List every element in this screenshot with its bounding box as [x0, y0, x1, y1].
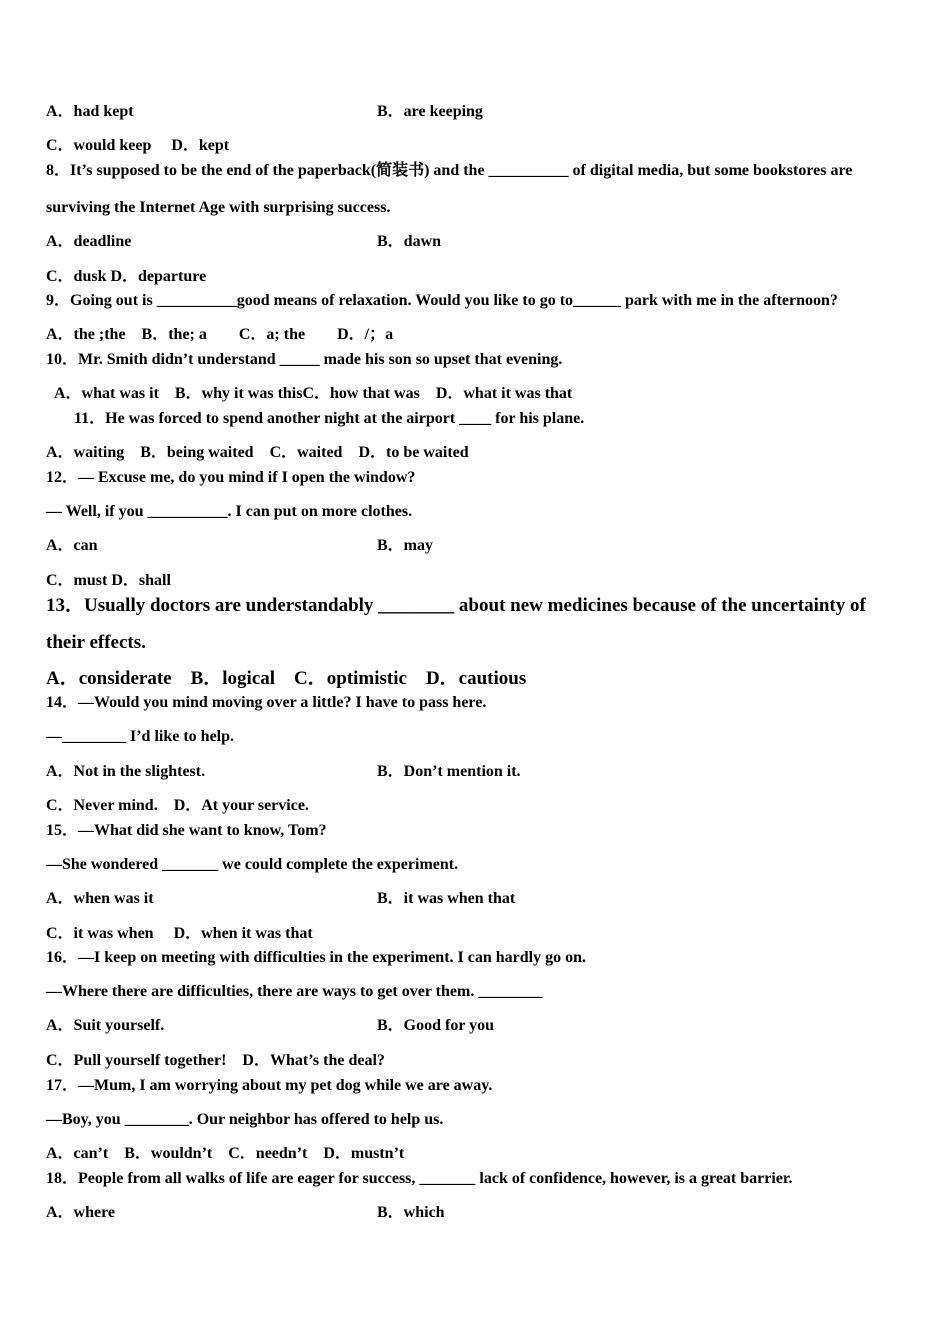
- text-line: C．dusk D．departure: [46, 268, 207, 285]
- text-line: 16．—I keep on meeting with difficulties in the experiment. I can hardly go on.: [46, 949, 586, 966]
- option-column-2: B．dawn: [377, 233, 442, 250]
- text-line: A．when was it: [46, 890, 154, 907]
- text-line: 14．—Would you mind moving over a little? I have to pass here.: [46, 694, 487, 711]
- text-line: 17．—Mum, I am worrying about my pet dog while we are away.: [46, 1077, 493, 1094]
- text-line: 12．— Excuse me, do you mind if I open the window?: [46, 469, 416, 486]
- text-line: 9．Going out is __________good means of relaxation. Would you like to go to______ park with me in the afternoon?: [46, 292, 838, 309]
- option-column-2: B．Good for you: [377, 1017, 495, 1034]
- text-line: A．what was it B．why it was thisC．how that was D．what it was that: [54, 385, 573, 402]
- text-line: A．waiting B．being waited C．waited D．to be waited: [46, 444, 469, 461]
- text-line: their effects.: [46, 632, 146, 653]
- text-line: A．can: [46, 537, 98, 554]
- text-line: C．it was when D．when it was that: [46, 925, 313, 942]
- text-line: 18．People from all walks of life are eager for success, _______ lack of confidence, however, is a great barrier.: [46, 1170, 793, 1187]
- text-line: A．can’t B．wouldn’t C．needn’t D．mustn’t: [46, 1145, 405, 1162]
- text-line: 15．—What did she want to know, Tom?: [46, 822, 327, 839]
- text-line: A．the ;the B．the; a C．a; the D．/；a: [46, 326, 394, 343]
- text-line: —Boy, you ________. Our neighbor has offered to help us.: [46, 1111, 444, 1128]
- text-line: —She wondered _______ we could complete the experiment.: [46, 856, 459, 873]
- text-line: A．had kept: [46, 103, 134, 120]
- text-line: C．must D．shall: [46, 572, 171, 589]
- text-line: C．Never mind. D．At your service.: [46, 797, 309, 814]
- text-line: C．Pull yourself together! D．What’s the deal?: [46, 1052, 385, 1069]
- text-line: A．considerate B．logical C．optimistic D．cautious: [46, 668, 527, 689]
- option-column-2: B．which: [377, 1204, 445, 1221]
- text-line: 13．Usually doctors are understandably ________ about new medicines because of the uncertainty of: [46, 595, 866, 616]
- text-line: surviving the Internet Age with surprising success.: [46, 199, 391, 216]
- option-column-2: B．are keeping: [377, 103, 483, 120]
- text-line: —Where there are difficulties, there are ways to get over them. ________: [46, 983, 543, 1000]
- option-column-2: B．Don’t mention it.: [377, 763, 521, 780]
- text-line: 8．It’s supposed to be the end of the paperback(简装书) and the __________ of digital media, but some bookstores are: [46, 162, 853, 179]
- text-line: A．Not in the slightest.: [46, 763, 206, 780]
- text-line: 10．Mr. Smith didn’t understand _____ made his son so upset that evening.: [46, 351, 563, 368]
- text-line: C．would keep D．kept: [46, 137, 230, 154]
- text-line: — Well, if you __________. I can put on more clothes.: [46, 503, 413, 520]
- text-line: A．where: [46, 1204, 116, 1221]
- text-line: A．Suit yourself.: [46, 1017, 165, 1034]
- option-column-2: B．it was when that: [377, 890, 516, 907]
- option-column-2: B．may: [377, 537, 434, 554]
- text-line: 11．He was forced to spend another night at the airport ____ for his plane.: [74, 410, 585, 427]
- text-line: A．deadline: [46, 233, 132, 250]
- text-line: —________ I’d like to help.: [46, 728, 235, 745]
